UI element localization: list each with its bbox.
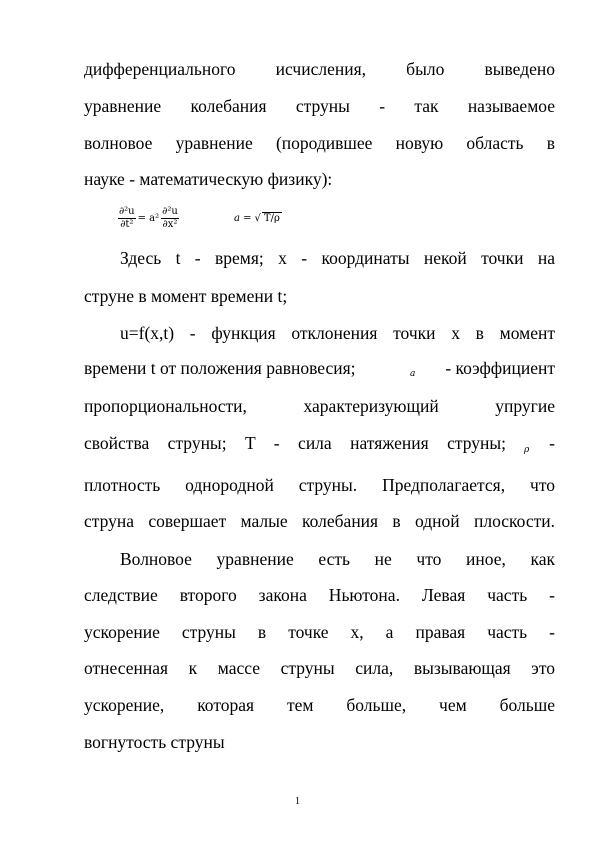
text-line: ускорение, которая тем больше, чем больше xyxy=(84,695,555,715)
text-line: вогнутость струны xyxy=(84,732,225,752)
sqrt-content: T/ρ xyxy=(263,212,280,224)
text-line: струне в момент времени t; xyxy=(84,286,288,306)
formula-lhs xyxy=(118,201,179,235)
rhs-fraction xyxy=(161,206,179,231)
text-line: отнесенная к массе струны сила, вызывающая это xyxy=(84,658,555,678)
formula-a-definition: a = √ T/ρ xyxy=(234,212,280,224)
text-line: времени t от положения равновесия; xyxy=(84,358,356,378)
text-line: ускорение струны в точке x, а правая часть - xyxy=(84,622,555,642)
symbol-rho: ρ xyxy=(524,445,530,455)
text-line: Здесь t - время; x - координаты некой точки на xyxy=(120,248,555,268)
text-line: u=f(x,t) - функция отклонения точки x в момент xyxy=(120,323,555,343)
symbol-a: a xyxy=(410,369,416,379)
lhs-denominator: ∂t² xyxy=(120,218,134,230)
page-number: 1 xyxy=(295,796,300,807)
text-line: волновое уравнение (породившее новую область в xyxy=(84,133,555,153)
text-line: струна совершает малые колебания в одной плоскости. xyxy=(84,511,555,531)
wave-equation-formula xyxy=(118,201,318,235)
text-line: дифференциального исчисления, было выведено xyxy=(84,59,555,79)
formula-equals: = a² xyxy=(137,212,160,224)
text-line: науке - математическую физику): xyxy=(84,169,333,189)
text-line: свойства струны; T - сила натяжения струны; xyxy=(84,433,506,453)
text-line: следствие второго закона Ньютона. Левая часть - xyxy=(84,585,555,605)
text-line: - коэффициент xyxy=(445,358,555,378)
a-def-label: a = xyxy=(234,212,252,224)
text-line: плотность однородной струны. Предполагается, что xyxy=(84,475,555,495)
text-line: - xyxy=(549,433,555,453)
text-line: Волновое уравнение есть не что иное, как xyxy=(120,549,555,569)
text-line: пропорциональности, характеризующий упругие xyxy=(84,396,555,416)
rhs-numerator: ∂²u xyxy=(162,205,178,217)
lhs-fraction xyxy=(118,206,136,231)
rhs-denominator: ∂x² xyxy=(162,218,178,230)
text-line: уравнение колебания струны - так называемое xyxy=(84,96,555,116)
lhs-numerator: ∂²u xyxy=(119,205,135,217)
